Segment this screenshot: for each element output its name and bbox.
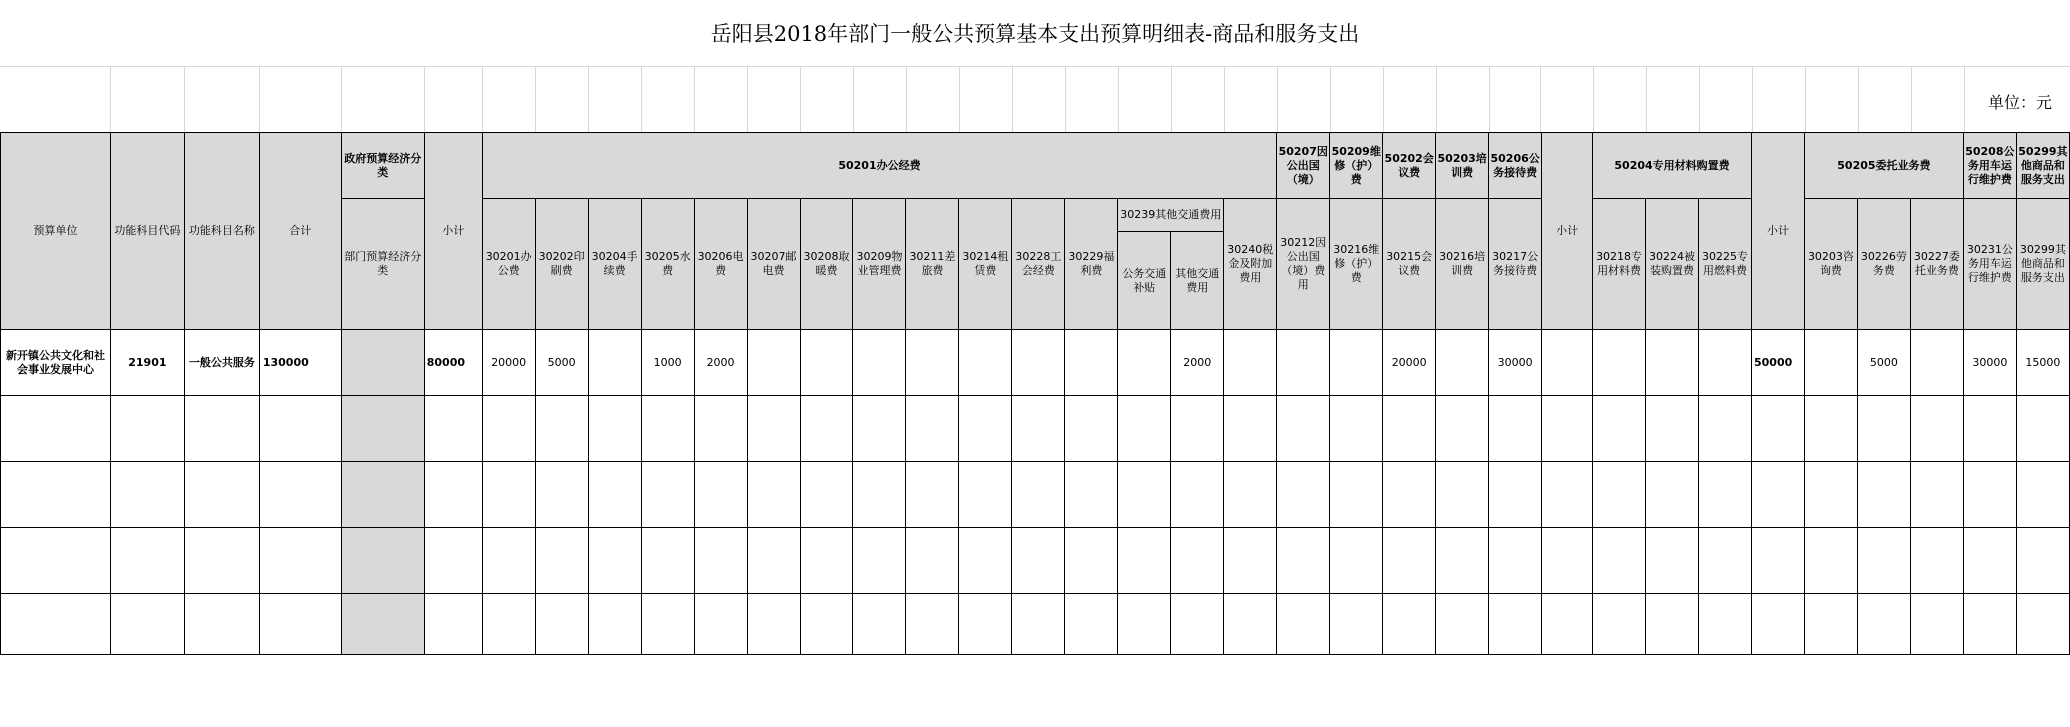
cell-30225 [1699, 330, 1752, 396]
header-30228: 30228工会经费 [1012, 199, 1065, 330]
header-group-50206: 50206公务接待费 [1489, 133, 1542, 199]
budget-table [0, 132, 2070, 655]
cell-subtotal-1: 80000 [424, 330, 482, 396]
cell-func-name: 一般公共服务 [184, 330, 259, 396]
cell-30239-commute-subsidy [1118, 330, 1171, 396]
cell-func-code: 21901 [110, 330, 184, 396]
table-row [1, 462, 2070, 528]
header-30216-training: 30216培训费 [1436, 199, 1489, 330]
header-30205: 30205水费 [641, 199, 694, 330]
header-group-50299: 50299其他商品和服务支出 [2016, 133, 2069, 199]
cell-30216-training [1436, 330, 1489, 396]
unit-label: 单位：元 [1987, 93, 2052, 112]
header-30203: 30203咨询费 [1804, 199, 1857, 330]
cell-30203 [1804, 330, 1857, 396]
header-subtotal-1: 小计 [424, 133, 482, 330]
header-30202: 30202印刷费 [535, 199, 588, 330]
table-row [1, 528, 2070, 594]
header-30299: 30299其他商品和服务支出 [2016, 199, 2069, 330]
header-group-50204: 50204专用材料购置费 [1593, 133, 1752, 199]
header-30239-commute-subsidy: 公务交通补贴 [1118, 232, 1171, 330]
header-group-50201: 50201办公经费 [482, 133, 1277, 199]
header-30217: 30217公务接待费 [1489, 199, 1542, 330]
cell-30299: 15000 [2016, 330, 2069, 396]
header-30218: 30218专用材料费 [1593, 199, 1646, 330]
table-row [1, 330, 2070, 396]
header-30229: 30229福利费 [1065, 199, 1118, 330]
cell-30205: 1000 [641, 330, 694, 396]
header-30208: 30208取暖费 [800, 199, 853, 330]
header-30209: 30209物业管理费 [853, 199, 906, 330]
table-row [1, 594, 2070, 655]
header-dept-econ: 部门预算经济分类 [341, 199, 424, 330]
cell-30218 [1593, 330, 1646, 396]
header-group-50209: 50209维修（护）费 [1330, 133, 1383, 199]
cell-30208 [800, 330, 853, 396]
header-gov-econ: 政府预算经济分类 [341, 133, 424, 199]
header-subtotal-3: 小计 [1751, 133, 1804, 330]
header-30216-repair: 30216维修（护）费 [1330, 199, 1383, 330]
header-group-50203: 50203培训费 [1436, 133, 1489, 199]
header-30215: 30215会议费 [1383, 199, 1436, 330]
cell-30217: 30000 [1489, 330, 1542, 396]
table-row [1, 396, 2070, 462]
cell-total: 130000 [259, 330, 341, 396]
cell-30211 [906, 330, 959, 396]
cell-subtotal-2 [1542, 330, 1593, 396]
cell-30216-repair [1330, 330, 1383, 396]
header-30231: 30231公务用车运行维护费 [1963, 199, 2016, 330]
page-title: 岳阳县2018年部门一般公共预算基本支出预算明细表-商品和服务支出 [710, 22, 1360, 46]
header-group-50202: 50202会议费 [1383, 133, 1436, 199]
cell-30228 [1012, 330, 1065, 396]
cell-30215: 20000 [1383, 330, 1436, 396]
cell-30204 [588, 330, 641, 396]
cell-30239-other-transport: 2000 [1171, 330, 1224, 396]
cell-30209 [853, 330, 906, 396]
header-30239: 30239其他交通费用 [1118, 199, 1224, 232]
cell-subtotal-3: 50000 [1751, 330, 1804, 396]
header-func-code: 功能科目代码 [110, 133, 184, 330]
cell-budget-unit: 新开镇公共文化和社会事业发展中心 [1, 330, 111, 396]
cell-econ [341, 330, 424, 396]
cell-30224 [1646, 330, 1699, 396]
header-30201: 30201办公费 [482, 199, 535, 330]
header-30212: 30212因公出国（境）费用 [1277, 199, 1330, 330]
cell-30214 [959, 330, 1012, 396]
header-30224: 30224被装购置费 [1646, 199, 1699, 330]
header-total: 合计 [259, 133, 341, 330]
header-group-50205: 50205委托业务费 [1804, 133, 1963, 199]
cell-30202: 5000 [535, 330, 588, 396]
header-30226: 30226劳务费 [1857, 199, 1910, 330]
header-30211: 30211差旅费 [906, 199, 959, 330]
cell-30231: 30000 [1963, 330, 2016, 396]
header-func-name: 功能科目名称 [184, 133, 259, 330]
header-30207: 30207邮电费 [747, 199, 800, 330]
cell-30226: 5000 [1857, 330, 1910, 396]
header-30214: 30214租赁费 [959, 199, 1012, 330]
cell-30207 [747, 330, 800, 396]
header-group-50207: 50207因公出国（境） [1277, 133, 1330, 199]
cell-30201: 20000 [482, 330, 535, 396]
header-30204: 30204手续费 [588, 199, 641, 330]
header-30240: 30240税金及附加费用 [1224, 199, 1277, 330]
header-30206: 30206电费 [694, 199, 747, 330]
cell-30240 [1224, 330, 1277, 396]
cell-30212 [1277, 330, 1330, 396]
cell-30229 [1065, 330, 1118, 396]
header-30227: 30227委托业务费 [1910, 199, 1963, 330]
cell-30206: 2000 [694, 330, 747, 396]
header-30239-other-transport: 其他交通费用 [1171, 232, 1224, 330]
cell-30227 [1910, 330, 1963, 396]
header-group-50208: 50208公务用车运行维护费 [1963, 133, 2016, 199]
header-budget-unit: 预算单位 [1, 133, 111, 330]
header-30225: 30225专用燃料费 [1699, 199, 1752, 330]
header-subtotal-2: 小计 [1542, 133, 1593, 330]
unit-row [0, 66, 2070, 132]
